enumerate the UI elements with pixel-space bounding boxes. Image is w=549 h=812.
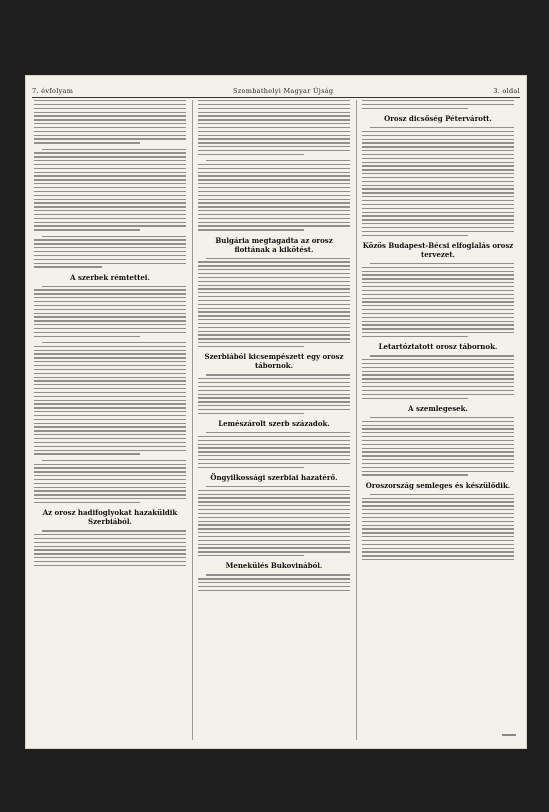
article-headline: Közös Budapest-Bécsi elfoglalás orosz tervezet. <box>362 240 514 259</box>
article-body <box>362 263 514 337</box>
article-body <box>198 486 350 556</box>
article-body <box>34 236 186 268</box>
article-body <box>198 160 350 230</box>
column-divider <box>356 100 357 740</box>
article-body <box>362 127 514 236</box>
column-divider <box>192 100 193 740</box>
article-body <box>362 100 514 109</box>
article-body <box>198 374 350 414</box>
article-body <box>362 417 514 476</box>
article-headline: A szemlegesek. <box>408 403 468 413</box>
article-headline: Az orosz hadifoglyokat hazaküldik Szerbiából. <box>42 508 178 527</box>
article-body <box>362 494 514 561</box>
article-headline: Oroszország semleges és készülődik. <box>365 480 511 490</box>
article-headline: Öngyilkossági szerbiai hazatérő. <box>210 472 338 482</box>
article-headline: Orosz dicsőség Pétervárott. <box>384 113 492 123</box>
article-body <box>198 574 350 591</box>
article-body <box>34 286 186 337</box>
article-headline: Menekülés Bukovinából. <box>225 561 323 571</box>
article-body <box>198 258 350 348</box>
header-rule <box>32 97 520 98</box>
article-body <box>362 355 514 399</box>
article-headline: Bulgária megtagadta az orosz flottának a kikötést. <box>215 235 333 254</box>
column-left <box>34 100 186 738</box>
newspaper-page <box>26 76 526 748</box>
article-headline: Lemészárolt szerb századok. <box>218 419 330 429</box>
article-body <box>34 100 186 144</box>
article-body <box>34 342 186 455</box>
paper-title: Szombathelyi Magyar Újság <box>233 87 334 95</box>
page-masthead <box>32 86 520 96</box>
article-headline: Szerbiából kicsempészett egy orosz tábornok. <box>204 352 344 371</box>
page-footer-mark <box>502 734 516 736</box>
page-number: 3. oldal <box>493 87 520 95</box>
column-middle <box>198 100 350 738</box>
column-right <box>362 100 514 738</box>
article-body <box>198 100 350 155</box>
article-body <box>198 432 350 468</box>
article-body <box>34 530 186 566</box>
article-headline: A szerbek rémtettei. <box>70 272 150 282</box>
issue-label: 7. évfolyam <box>32 87 74 95</box>
article-headline: Letartóztatott orosz tábornok. <box>378 342 498 352</box>
article-body <box>34 149 186 231</box>
article-body <box>34 460 186 504</box>
